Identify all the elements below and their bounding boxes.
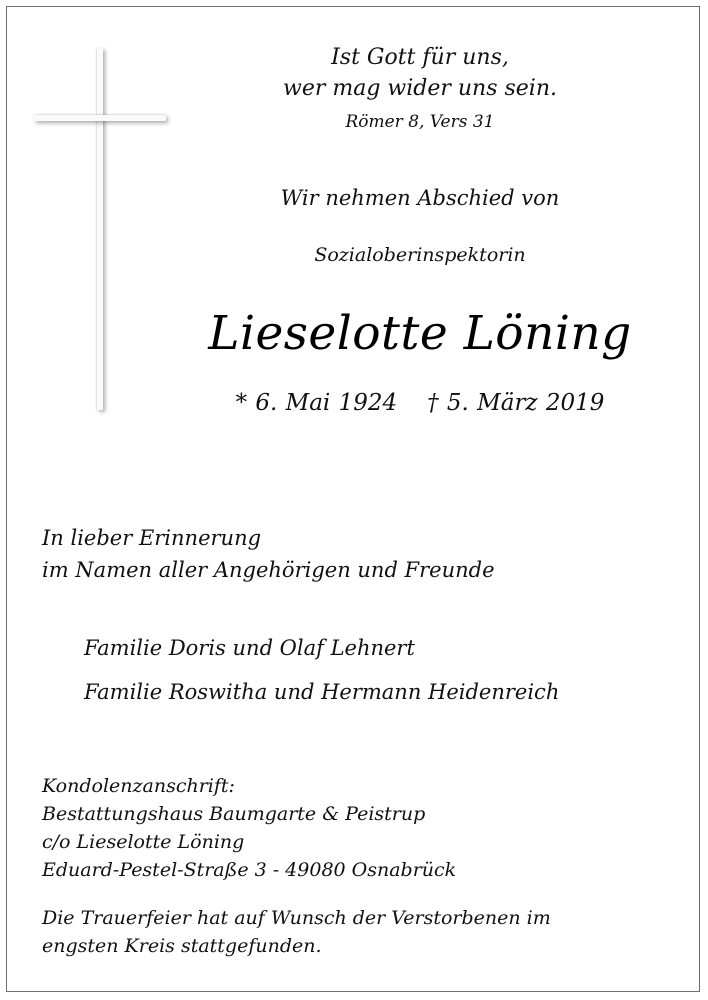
- verse-reference: Römer 8, Vers 31: [345, 112, 495, 132]
- memory-line-2: im Namen aller Angehörigen und Freunde: [42, 558, 495, 582]
- address-line-1: Bestattungshaus Baumgarte & Peistrup: [42, 803, 426, 825]
- deceased-title: Sozialoberinspektorin: [314, 244, 526, 266]
- verse-line-2: wer mag wider uns sein.: [282, 76, 558, 101]
- address-line-3: Eduard-Pestel-Straße 3 - 49080 Osnabrück: [42, 859, 457, 881]
- address-heading: Kondolenzanschrift:: [42, 775, 235, 797]
- memory-line-1: In lieber Erinnerung: [42, 526, 262, 550]
- cross-vertical-bar: [97, 48, 103, 410]
- ceremony-line-2: engsten Kreis stattgefunden.: [42, 935, 322, 957]
- farewell-intro: Wir nehmen Abschied von: [280, 186, 560, 210]
- ceremony-line-1: Die Trauerfeier hat auf Wunsch der Verstorbenen im: [42, 907, 551, 929]
- family-item: Familie Roswitha und Hermann Heidenreich: [84, 680, 560, 704]
- bible-verse: [180, 42, 660, 104]
- life-dates: [180, 390, 660, 416]
- deceased-name: Lieselotte Löning: [208, 306, 632, 361]
- family-list: [84, 626, 559, 714]
- verse-line-1: Ist Gott für uns,: [331, 45, 509, 70]
- condolence-address: [42, 772, 456, 884]
- birth-date: * 6. Mai 1924: [235, 390, 398, 416]
- memory-text: [42, 522, 495, 586]
- ceremony-note: [42, 904, 551, 960]
- cross-horizontal-bar: [34, 115, 166, 121]
- death-date: † 5. März 2019: [427, 390, 605, 416]
- family-item: Familie Doris und Olaf Lehnert: [84, 636, 415, 660]
- cross-icon: [34, 48, 166, 414]
- address-line-2: c/o Lieselotte Löning: [42, 831, 245, 853]
